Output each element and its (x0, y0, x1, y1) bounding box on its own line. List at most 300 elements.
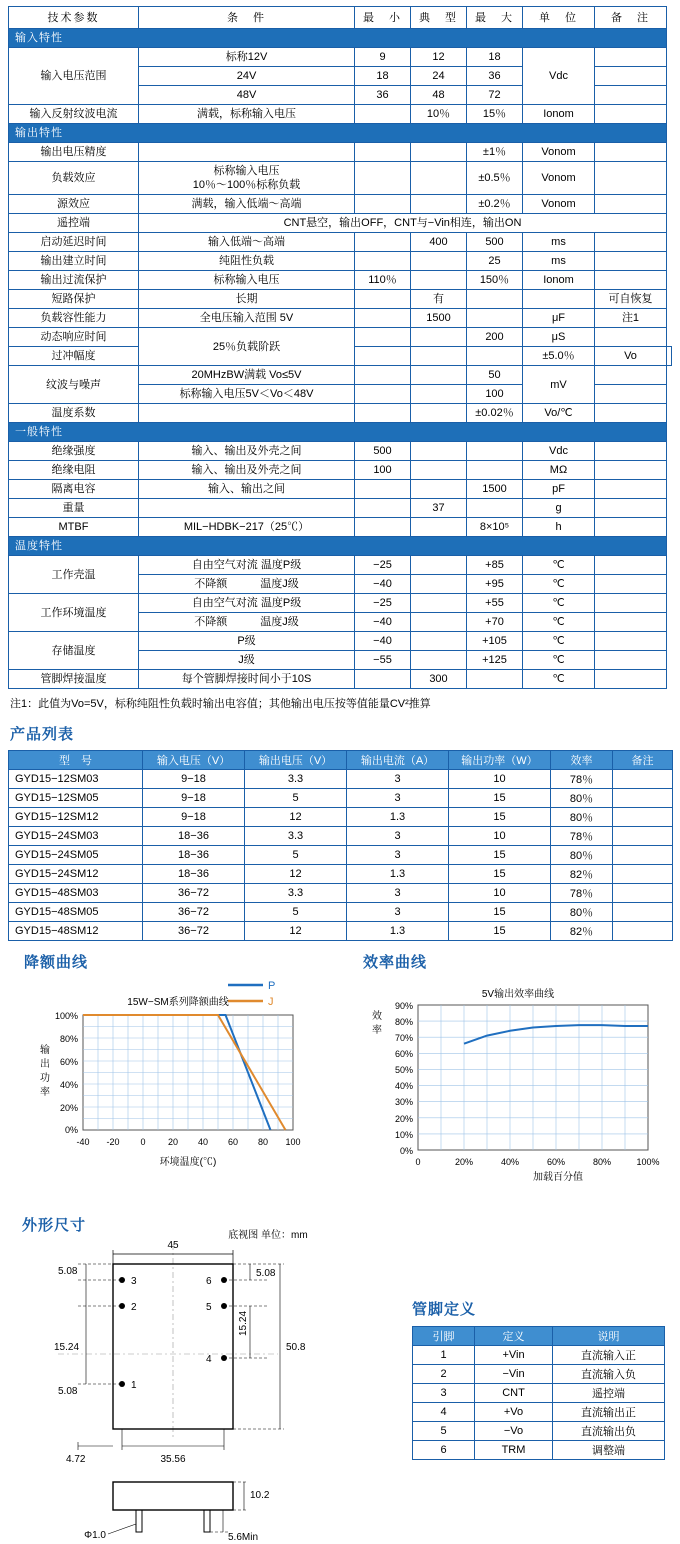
product-cell: 3 (347, 789, 449, 808)
spec-remark (595, 105, 667, 124)
spec-max: ±5.0％ (523, 347, 595, 366)
spec-row (9, 556, 672, 575)
spec-max: +55 (467, 594, 523, 613)
spec-header-cell: 技术参数 (9, 7, 139, 29)
product-cell: 15 (449, 846, 551, 865)
spec-typ (411, 651, 467, 670)
spec-typ: 有 (411, 290, 467, 309)
spec-remark (595, 594, 667, 613)
spec-remark (595, 271, 667, 290)
derating-ylabel-3: 功 (40, 1073, 50, 1084)
spec-typ (411, 195, 467, 214)
spec-body (9, 29, 672, 689)
spec-max: 15％ (467, 105, 523, 124)
spec-max: 25 (467, 252, 523, 271)
product-header-cell: 输出电流（A） (347, 751, 449, 770)
spec-typ: 1500 (411, 309, 467, 328)
spec-min (355, 404, 411, 423)
spec-header-cell: 单 位 (523, 7, 595, 29)
spec-condition: 输入、输出及外壳之间 (139, 442, 355, 461)
derating-chart (28, 975, 348, 1175)
spec-section-title: 输入特性 (9, 29, 667, 48)
pin-label-3: 3 (131, 1276, 137, 1287)
spec-condition: 不降额 温度J级 (139, 613, 355, 632)
spec-param: 输出电压精度 (9, 143, 139, 162)
pin-label-4: 4 (206, 1354, 212, 1365)
pin-label-6: 6 (206, 1276, 212, 1287)
spec-row (9, 594, 672, 613)
spec-unit: Vo (595, 347, 667, 366)
spec-min (355, 518, 411, 537)
spec-section-row (9, 124, 672, 143)
spec-typ (411, 613, 467, 632)
product-header-cell: 输出功率（W） (449, 751, 551, 770)
spec-condition: P级 (139, 632, 355, 651)
spec-unit: μS (523, 328, 595, 347)
spec-typ: 24 (411, 67, 467, 86)
spec-max (467, 442, 523, 461)
spec-typ (411, 143, 467, 162)
derating-chart-svg (28, 975, 348, 1175)
spec-row (9, 480, 672, 499)
product-cell (613, 846, 673, 865)
dim-pin-len: 5.6Min (228, 1532, 259, 1543)
efficiency-ytick: 0% (399, 1146, 413, 1156)
spec-condition: 输入、输出之间 (139, 480, 355, 499)
derating-chart-title: 15W−SM系列降额曲线 (127, 997, 229, 1008)
product-model: GYD15−12SM12 (9, 808, 143, 827)
pin-cell: 直流输入正 (553, 1346, 665, 1365)
spec-condition: 自由空气对流 温度P级 (139, 594, 355, 613)
spec-condition: 满载，标称输入电压 (139, 105, 355, 124)
spec-max: 72 (467, 86, 523, 105)
spec-param: 源效应 (9, 195, 139, 214)
spec-typ (411, 594, 467, 613)
spec-min: 110％ (355, 271, 411, 290)
efficiency-xtick: 20% (454, 1157, 474, 1167)
efficiency-xtick: 80% (592, 1157, 612, 1167)
product-cell (613, 884, 673, 903)
pin-header-row (413, 1327, 665, 1346)
product-cell (613, 770, 673, 789)
spec-typ (411, 480, 467, 499)
dim-pin-dia: Φ1.0 (84, 1530, 106, 1541)
product-cell: 36−72 (143, 884, 245, 903)
spec-max: ±0.02％ (467, 404, 523, 423)
spec-min (355, 290, 411, 309)
table-row (9, 789, 673, 808)
product-cell: 80％ (551, 846, 613, 865)
spec-row (9, 461, 672, 480)
spec-min: −55 (355, 651, 411, 670)
spec-min: −40 (355, 632, 411, 651)
spec-condition: 每个管脚焊接时间小于10S (139, 670, 355, 689)
bottom-view-label: 底视图 单位：mm (228, 1230, 308, 1241)
product-cell (613, 865, 673, 884)
spec-row (9, 404, 672, 423)
spec-unit: ℃ (523, 670, 595, 689)
spec-typ (411, 461, 467, 480)
spec-unit: Vo/℃ (523, 404, 595, 423)
spec-min (355, 143, 411, 162)
product-list-heading: 产品列表 (10, 726, 75, 743)
spec-condition: 不降额 温度J级 (139, 575, 355, 594)
spec-param: 负载效应 (9, 162, 139, 195)
spec-param: 工作壳温 (9, 556, 139, 594)
product-cell: 15 (449, 903, 551, 922)
spec-condition: 25％负载阶跃 (139, 328, 355, 366)
spec-remark (595, 518, 667, 537)
spec-condition: 全电压输入范围 5V (139, 309, 355, 328)
spec-max: +125 (467, 651, 523, 670)
derating-ylabel-4: 率 (40, 1087, 50, 1098)
product-cell: 18−36 (143, 846, 245, 865)
pin-cell: −Vin (475, 1365, 553, 1384)
pin-label-1: 1 (131, 1380, 137, 1391)
spec-remark (595, 162, 667, 195)
spec-unit: ℃ (523, 594, 595, 613)
derating-ylabel-1: 输 (40, 1045, 50, 1056)
spec-min: −25 (355, 556, 411, 575)
table-row (9, 846, 673, 865)
spec-header-cell: 最 大 (467, 7, 523, 29)
spec-unit: g (523, 499, 595, 518)
derating-xtick: 80 (257, 1137, 269, 1147)
product-cell: 5 (245, 903, 347, 922)
spec-min (355, 162, 411, 195)
product-cell: 3 (347, 770, 449, 789)
dim-height-side: 10.2 (250, 1490, 270, 1501)
spec-remark (595, 613, 667, 632)
spec-max: 1500 (467, 480, 523, 499)
product-header-cell: 型 号 (9, 751, 143, 770)
spec-param: 遥控端 (9, 214, 139, 233)
product-cell: 18−36 (143, 827, 245, 846)
spec-remark (595, 480, 667, 499)
product-cell: 15 (449, 789, 551, 808)
spec-param: 输入电压范围 (9, 48, 139, 105)
spec-param: 隔离电容 (9, 480, 139, 499)
efficiency-ylabel-2: 率 (372, 1025, 382, 1036)
product-cell: 9−18 (143, 789, 245, 808)
spec-min (355, 195, 411, 214)
spec-max: 36 (467, 67, 523, 86)
spec-header-row (9, 7, 672, 29)
pin-cell: 5 (413, 1422, 475, 1441)
spec-max: ±0.5％ (467, 162, 523, 195)
spec-typ (411, 252, 467, 271)
spec-condition: 20MHzBW满载 Vo≤5V (139, 366, 355, 385)
side-view-pin-left (136, 1510, 142, 1532)
spec-param: 短路保护 (9, 290, 139, 309)
pin-cell: 2 (413, 1365, 475, 1384)
pin-cell: CNT (475, 1384, 553, 1403)
product-cell: 10 (449, 770, 551, 789)
product-cell: 3 (347, 884, 449, 903)
spec-unit: ms (523, 252, 595, 271)
spec-max (467, 461, 523, 480)
footnote: 注1：此值为Vo=5V，标称纯阻性负载时输出电容值；其他输出电压按等值能量CV²推算 (10, 698, 431, 710)
spec-row (9, 143, 672, 162)
pin-cell: 3 (413, 1384, 475, 1403)
pin-header-cell: 引脚 (413, 1327, 475, 1346)
spec-unit: Vonom (523, 162, 595, 195)
spec-max: 8×10⁵ (467, 518, 523, 537)
spec-max: 100 (467, 385, 523, 404)
product-cell: 3 (347, 827, 449, 846)
spec-min (355, 385, 411, 404)
product-cell: 12 (245, 865, 347, 884)
spec-max (467, 309, 523, 328)
product-cell: 82％ (551, 922, 613, 941)
spec-remark (595, 195, 667, 214)
dimension-svg (18, 1224, 418, 1544)
spec-typ (411, 271, 467, 290)
spec-max: ±0.2％ (467, 195, 523, 214)
table-row (9, 865, 673, 884)
spec-unit: Vdc (523, 442, 595, 461)
spec-header-cell: 条 件 (139, 7, 355, 29)
spec-condition: 纯阻性负载 (139, 252, 355, 271)
product-cell: 18−36 (143, 865, 245, 884)
spec-min: 100 (355, 461, 411, 480)
pin-cell: +Vin (475, 1346, 553, 1365)
product-model: GYD15−48SM03 (9, 884, 143, 903)
spec-min: −25 (355, 594, 411, 613)
spec-remark (595, 499, 667, 518)
spec-row (9, 48, 672, 67)
spec-remark (595, 404, 667, 423)
pin-definition-heading: 管脚定义 (412, 1301, 477, 1318)
spec-typ: 300 (411, 670, 467, 689)
spec-max: +85 (467, 556, 523, 575)
spec-min (355, 670, 411, 689)
table-row (9, 827, 673, 846)
spec-unit: ℃ (523, 613, 595, 632)
specification-table (8, 6, 672, 689)
dim-left-2: 15.24 (54, 1342, 80, 1353)
product-cell: 10 (449, 884, 551, 903)
spec-condition: 标称输入电压 10％～100％标称负载 (139, 162, 355, 195)
legend-p-label: P (268, 980, 276, 992)
spec-row (9, 162, 672, 195)
product-cell: 78％ (551, 770, 613, 789)
spec-header-cell: 最 小 (355, 7, 411, 29)
spec-unit: Ionom (523, 271, 595, 290)
spec-typ (411, 632, 467, 651)
spec-typ: 400 (411, 233, 467, 252)
charts-area (8, 975, 672, 1205)
product-model: GYD15−24SM03 (9, 827, 143, 846)
efficiency-ytick: 80% (394, 1017, 413, 1027)
efficiency-ytick: 20% (394, 1114, 413, 1124)
pin-cell: 4 (413, 1403, 475, 1422)
pin-label-2: 2 (131, 1302, 137, 1313)
dim-left-1: 5.08 (58, 1266, 78, 1277)
product-model: GYD15−24SM05 (9, 846, 143, 865)
spec-remark (595, 143, 667, 162)
efficiency-xtick: 40% (500, 1157, 520, 1167)
product-cell: 9−18 (143, 770, 245, 789)
product-header-cell: 输出电压（V） (245, 751, 347, 770)
spec-row (9, 499, 672, 518)
spec-section-title: 温度特性 (9, 537, 667, 556)
product-header-row (9, 751, 673, 770)
derating-xtick: -40 (76, 1137, 90, 1147)
spec-condition: 长期 (139, 290, 355, 309)
spec-min (411, 347, 467, 366)
spec-param: 负载容性能力 (9, 309, 139, 328)
spec-row (9, 271, 672, 290)
spec-unit: ℃ (523, 575, 595, 594)
product-cell: 12 (245, 808, 347, 827)
spec-condition (139, 404, 355, 423)
table-row (413, 1365, 665, 1384)
pin-header-cell: 说明 (553, 1327, 665, 1346)
spec-param: 输出建立时间 (9, 252, 139, 271)
pin-cell: 6 (413, 1441, 475, 1460)
spec-condition (139, 499, 355, 518)
table-row (413, 1422, 665, 1441)
efficiency-ytick: 70% (394, 1033, 413, 1043)
spec-condition: 48V (139, 86, 355, 105)
spec-unit: MΩ (523, 461, 595, 480)
derating-xtick: 100 (285, 1137, 301, 1147)
spec-typ (411, 575, 467, 594)
efficiency-ytick: 40% (394, 1081, 413, 1091)
spec-param: 绝缘电阻 (9, 461, 139, 480)
product-cell (613, 789, 673, 808)
spec-remark (595, 86, 667, 105)
spec-remark (595, 670, 667, 689)
spec-max: +95 (467, 575, 523, 594)
spec-section-row (9, 423, 672, 442)
spec-row (9, 105, 672, 124)
product-cell: 1.3 (347, 865, 449, 884)
spec-param: 动态响应时间 (9, 328, 139, 347)
spec-max: 200 (467, 328, 523, 347)
spec-row (9, 309, 672, 328)
pin-definition-table (412, 1326, 665, 1460)
spec-max: 18 (467, 48, 523, 67)
spec-remark (595, 48, 667, 67)
product-cell: 3 (347, 903, 449, 922)
efficiency-ytick: 10% (394, 1130, 413, 1140)
spec-section-row (9, 537, 672, 556)
spec-unit: pF (523, 480, 595, 499)
dim-bottom-mid: 35.56 (160, 1454, 186, 1465)
spec-remark: 可自恢复 (595, 290, 667, 309)
pin-body (413, 1346, 665, 1460)
table-row (413, 1346, 665, 1365)
spec-typ (411, 162, 467, 195)
product-cell: 15 (449, 865, 551, 884)
spec-min (355, 252, 411, 271)
derating-xtick: 20 (167, 1137, 179, 1147)
product-cell: 12 (245, 922, 347, 941)
spec-min (355, 105, 411, 124)
product-model: GYD15−48SM05 (9, 903, 143, 922)
side-view-pin-right (204, 1510, 210, 1532)
derating-ytick: 100% (54, 1011, 78, 1021)
spec-min: 9 (355, 48, 411, 67)
table-row (9, 884, 673, 903)
spec-condition: 自由空气对流 温度P级 (139, 556, 355, 575)
spec-param: 工作环境温度 (9, 594, 139, 632)
spec-typ: 48 (411, 86, 467, 105)
pin-cell: 遥控端 (553, 1384, 665, 1403)
derating-ylabel-2: 出 (40, 1059, 50, 1070)
spec-condition: 标称12V (139, 48, 355, 67)
spec-max (467, 670, 523, 689)
spec-remark (595, 461, 667, 480)
product-cell: 10 (449, 827, 551, 846)
spec-max: +70 (467, 613, 523, 632)
pin-cell: 1 (413, 1346, 475, 1365)
spec-param: 绝缘强度 (9, 442, 139, 461)
spec-typ (411, 366, 467, 385)
pin-cell: 直流输入负 (553, 1365, 665, 1384)
spec-condition: 标称输入电压 (139, 271, 355, 290)
table-row (9, 770, 673, 789)
product-cell: 3.3 (245, 827, 347, 846)
product-cell: 78％ (551, 884, 613, 903)
pin-cell: 直流输出负 (553, 1422, 665, 1441)
spec-unit: Vdc (523, 48, 595, 105)
efficiency-chart-svg (358, 975, 672, 1185)
spec-min: 36 (355, 86, 411, 105)
product-cell: 3.3 (245, 884, 347, 903)
dim-width-top: 45 (167, 1240, 179, 1251)
spec-row (9, 252, 672, 271)
spec-min (355, 328, 411, 347)
product-cell (613, 922, 673, 941)
spec-typ (411, 442, 467, 461)
spec-section-title: 输出特性 (9, 124, 667, 143)
pin-header-cell: 定义 (475, 1327, 553, 1346)
spec-condition: 输入、输出及外壳之间 (139, 461, 355, 480)
table-row (413, 1403, 665, 1422)
spec-unit: ℃ (523, 632, 595, 651)
derating-ytick: 0% (64, 1125, 78, 1135)
product-cell: 80％ (551, 789, 613, 808)
product-cell: 80％ (551, 903, 613, 922)
spec-unit: ms (523, 233, 595, 252)
spec-row (9, 233, 672, 252)
spec-header-cell: 典 型 (411, 7, 467, 29)
spec-unit: ℃ (523, 651, 595, 670)
efficiency-heading: 效率曲线 (363, 954, 428, 971)
spec-typ: 10％ (411, 105, 467, 124)
pin-cell: TRM (475, 1441, 553, 1460)
spec-remark (595, 651, 667, 670)
spec-condition: 输入低端～高端 (139, 233, 355, 252)
dim-right-total: 50.8 (286, 1342, 306, 1353)
spec-param: 温度系数 (9, 404, 139, 423)
spec-remark (595, 67, 667, 86)
spec-row (9, 518, 672, 537)
spec-condition (355, 347, 411, 366)
spec-max (467, 499, 523, 518)
spec-max: 50 (467, 366, 523, 385)
spec-unit: μF (523, 309, 595, 328)
spec-min (355, 233, 411, 252)
derating-xtick: 60 (227, 1137, 239, 1147)
derating-xtick: 40 (197, 1137, 209, 1147)
product-cell: 82％ (551, 865, 613, 884)
product-cell: 15 (449, 808, 551, 827)
spec-row (9, 195, 672, 214)
